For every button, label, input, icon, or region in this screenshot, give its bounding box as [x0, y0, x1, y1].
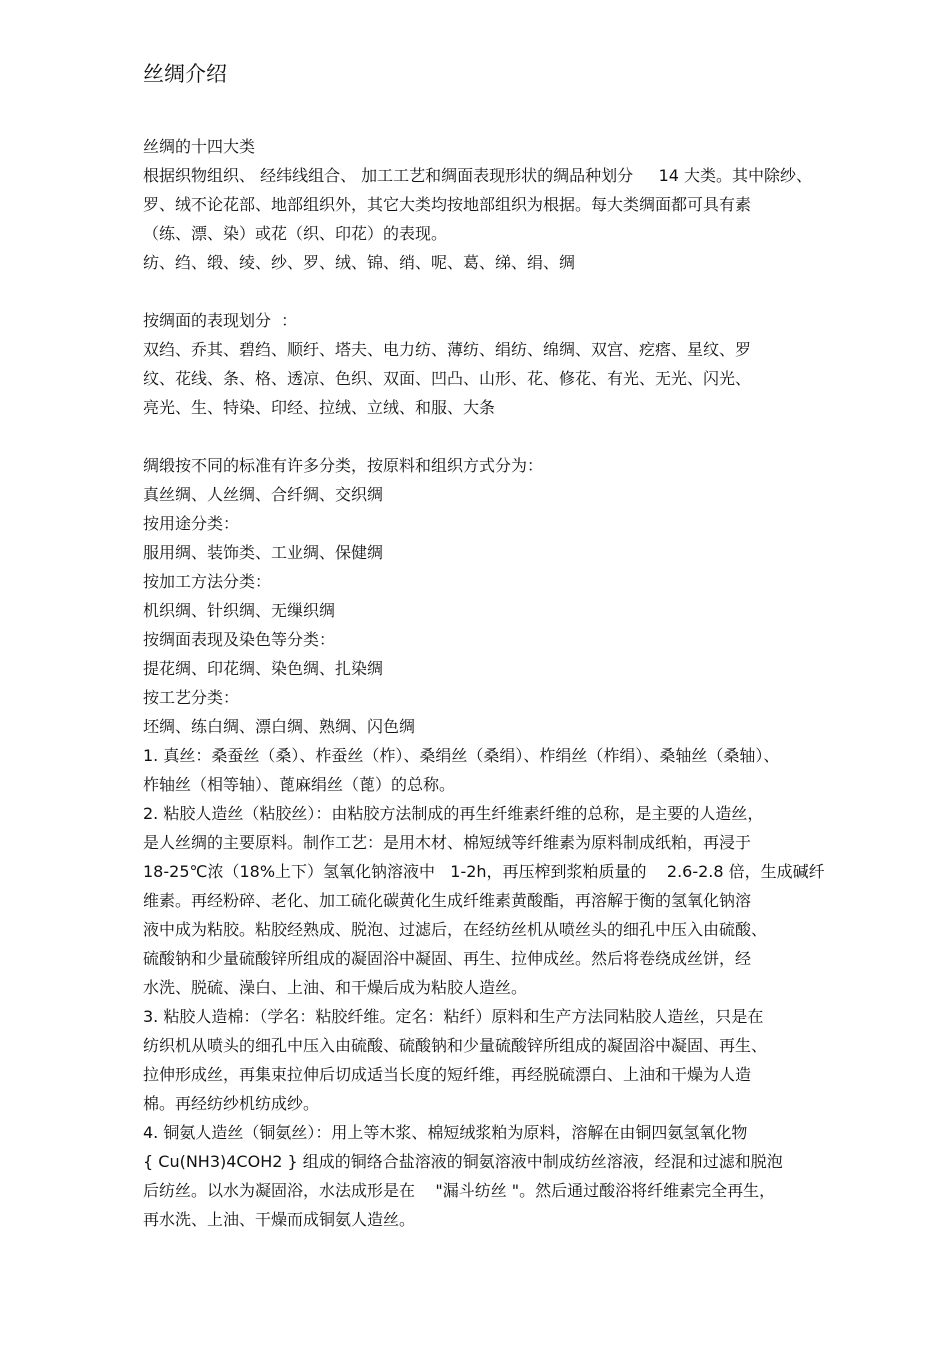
- document-body: [143, 132, 913, 1234]
- text-line: 硫酸钠和少量硫酸锌所组成的凝固浴中凝固、再生、拉伸成丝。然后将卷绕成丝饼，经: [143, 949, 752, 968]
- text-line: 根据织物组织、 经纬线组合、 加工工艺和绸面表现形状的绸品种划分 14 大类。其中除纱、: [143, 166, 813, 185]
- text-line: 按用途分类：: [143, 514, 240, 533]
- text-line: 坯绸、练白绸、漂白绸、熟绸、闪色绸: [143, 717, 416, 736]
- text-line: 后纺丝。以水为凝固浴，水法成形是在 "漏斗纺丝 "。然后通过酸浴将纤维素完全再生，: [143, 1181, 776, 1200]
- text-line: 按绸面表现及染色等分类：: [143, 630, 336, 649]
- blank-line: [143, 277, 913, 306]
- text-line: 液中成为粘胶。粘胶经熟成、脱泡、过滤后，在经纺丝机从喷丝头的细孔中压入由硫酸、: [143, 920, 768, 939]
- text-line: 服用绸、装饰类、工业绸、保健绸: [143, 543, 384, 562]
- text-line: 3. 粘胶人造棉：（学名：粘胶纤维。定名：粘纤）原料和生产方法同粘胶人造丝，只是在: [143, 1007, 764, 1026]
- text-line: 再水洗、上油、干燥而成铜氨人造丝。: [143, 1210, 416, 1229]
- text-line: 按加工方法分类：: [143, 572, 272, 591]
- text-line: 1. 真丝：桑蚕丝（桑）、柞蚕丝（柞）、桑绢丝（桑绢）、柞绢丝（柞绢）、桑轴丝（桑轴）、: [143, 746, 780, 765]
- text-line: （练、漂、染）或花（织、印花）的表现。: [143, 224, 448, 243]
- text-line: 真丝绸、人丝绸、合纤绸、交织绸: [143, 485, 384, 504]
- text-line: 维素。再经粉碎、老化、加工硫化碳黄化生成纤维素黄酸酯，再溶解于衡的氢氧化钠溶: [143, 891, 752, 910]
- text-line: 柞轴丝（相等轴）、蓖麻绢丝（蓖）的总称。: [143, 775, 456, 794]
- text-line: 绸缎按不同的标准有许多分类，按原料和组织方式分为：: [143, 456, 544, 475]
- text-line: 按绸面的表现划分 ：: [143, 311, 298, 330]
- text-line: 拉伸形成丝，再集束拉伸后切成适当长度的短纤维，再经脱硫漂白、上油和干燥为人造: [143, 1065, 752, 1084]
- text-line: 棉。再经纺纱机纺成纱。: [143, 1094, 320, 1113]
- text-line: { Cu(NH3)4COH2 } 组成的铜络合盐溶液的铜氨溶液中制成纺丝溶液，经混和过滤和脱泡: [143, 1152, 783, 1171]
- text-line: 18-25℃浓（18%上下）氢氧化钠溶液中 1-2h，再压榨到浆粕质量的 2.6-2.8 倍，生成碱纤: [143, 862, 825, 881]
- text-line: 按工艺分类：: [143, 688, 240, 707]
- text-line: 纺、绉、缎、绫、纱、罗、绒、锦、绡、呢、葛、绨、绢、绸: [143, 253, 576, 272]
- text-line: 纺织机从喷头的细孔中压入由硫酸、硫酸钠和少量硫酸锌所组成的凝固浴中凝固、再生、: [143, 1036, 768, 1055]
- text-line: 丝绸的十四大类: [143, 137, 256, 156]
- blank-line: [143, 422, 913, 451]
- text-line: 是人丝绸的主要原料。制作工艺：是用木材、棉短绒等纤维素为原料制成纸粕，再浸于: [143, 833, 752, 852]
- text-line: 亮光、生、特染、印经、拉绒、立绒、和服、大条: [143, 398, 496, 417]
- document-title: 丝绸介绍: [143, 62, 227, 86]
- text-line: 机织绸、针织绸、无缫织绸: [143, 601, 336, 620]
- text-line: 纹、花线、条、格、透凉、色织、双面、凹凸、山形、花、修花、有光、无光、闪光、: [143, 369, 752, 388]
- text-line: 4. 铜氨人造丝（铜氨丝）：用上等木浆、棉短绒浆粕为原料，溶解在由铜四氨氢氧化物: [143, 1123, 748, 1142]
- text-line: 水洗、脱硫、澡白、上油、和干燥后成为粘胶人造丝。: [143, 978, 528, 997]
- text-line: 双绉、乔其、碧绉、顺纡、塔夫、电力纺、薄纺、绢纺、绵绸、双宫、疙瘩、星纹、罗: [143, 340, 752, 359]
- text-line: 2. 粘胶人造丝（粘胶丝）：由粘胶方法制成的再生纤维素纤维的总称，是主要的人造丝，: [143, 804, 764, 823]
- text-line: 罗、绒不论花部、地部组织外，其它大类均按地部组织为根据。每大类绸面都可具有素: [143, 195, 752, 214]
- text-line: 提花绸、印花绸、染色绸、扎染绸: [143, 659, 384, 678]
